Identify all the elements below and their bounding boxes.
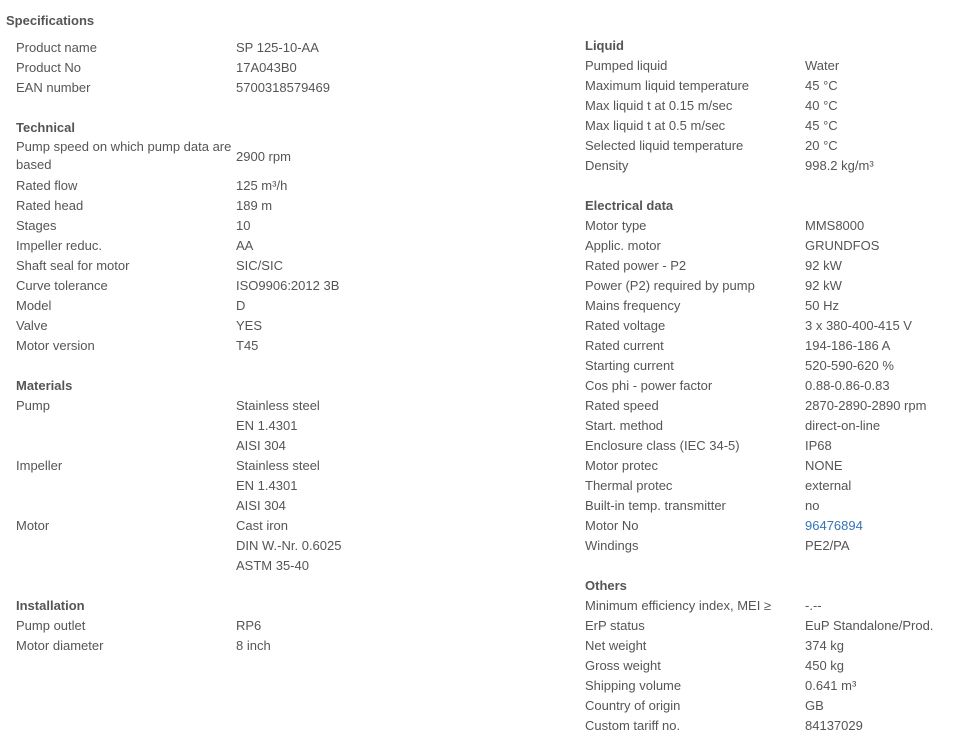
spec-label: Starting current (585, 358, 674, 373)
page-title: Specifications (6, 13, 95, 28)
spec-label: Country of origin (585, 698, 681, 713)
spec-value: 5700318579469 (236, 80, 330, 95)
spec-row (585, 616, 955, 636)
spec-value: external (805, 478, 852, 493)
spec-label: Built-in temp. transmitter (585, 498, 726, 513)
installation-section (16, 596, 556, 656)
spec-value: GB (805, 698, 824, 713)
spec-value: 125 m³/h (236, 178, 288, 193)
spec-label: Cos phi - power factor (585, 378, 713, 393)
spec-label: Motor (16, 518, 50, 533)
spec-row (16, 456, 556, 516)
spec-label: Rated flow (16, 178, 78, 193)
spec-label: Valve (16, 318, 48, 333)
spec-label: Start. method (585, 418, 664, 433)
spec-row (585, 636, 955, 656)
spec-row (585, 276, 955, 296)
spec-label: Pumped liquid (585, 58, 668, 73)
spec-label: Curve tolerance (16, 278, 108, 293)
spec-row (16, 516, 556, 576)
spec-row (16, 196, 556, 216)
spec-row (585, 136, 955, 156)
spec-value: YES (236, 318, 263, 333)
spec-row (16, 216, 556, 236)
spec-row (16, 78, 556, 98)
motor-no-link[interactable]: 96476894 (805, 518, 863, 533)
spec-value: Stainless steel (236, 398, 320, 413)
spec-value: Stainless steel (236, 458, 320, 473)
spec-row (16, 636, 556, 656)
spec-value: EN 1.4301 (236, 418, 298, 433)
left-column (16, 38, 556, 656)
spec-value: NONE (805, 458, 843, 473)
section-title-materials: Materials (16, 378, 73, 393)
spec-value: AISI 304 (236, 438, 286, 453)
section-title-technical: Technical (16, 120, 76, 135)
spec-label: Custom tariff no. (585, 718, 681, 733)
spec-value: -.-- (805, 598, 822, 613)
spec-value: 17A043B0 (236, 60, 297, 75)
spec-value: 0.641 m³ (805, 678, 857, 693)
spec-label: Net weight (585, 638, 647, 653)
spec-value: DIN W.-Nr. 0.6025 (236, 538, 342, 553)
spec-row (585, 536, 955, 556)
spec-value: Water (805, 58, 840, 73)
spec-label: Motor No (585, 518, 639, 533)
spec-row (585, 96, 955, 116)
spec-value: Cast iron (236, 518, 289, 533)
spec-label: ErP status (585, 618, 645, 633)
spec-row (585, 336, 955, 356)
spec-value: ASTM 35-40 (236, 558, 309, 573)
spec-row (585, 356, 955, 376)
spec-row (16, 276, 556, 296)
spec-row (585, 76, 955, 96)
spec-label: Product No (16, 60, 82, 75)
spec-row (16, 336, 556, 356)
spec-label: Product name (16, 40, 97, 55)
spec-label: Power (P2) required by pump (585, 278, 755, 293)
spec-value: EN 1.4301 (236, 478, 298, 493)
spec-row (585, 456, 955, 476)
spec-value: 45 °C (805, 78, 838, 93)
spec-row (585, 56, 955, 76)
spec-label: Density (585, 158, 629, 173)
spec-row (585, 476, 955, 496)
spec-label: Rated current (585, 338, 664, 353)
spec-label: Mains frequency (585, 298, 681, 313)
spec-label: Motor diameter (16, 638, 104, 653)
spec-label: Shaft seal for motor (16, 258, 130, 273)
spec-value: 45 °C (805, 118, 838, 133)
spec-value: GRUNDFOS (805, 238, 880, 253)
spec-value: PE2/PA (805, 538, 850, 553)
spec-label: Motor type (585, 218, 647, 233)
spec-label: Impeller reduc. (16, 238, 102, 253)
spec-label: Rated power - P2 (585, 258, 687, 273)
spec-row (16, 58, 556, 78)
spec-row (16, 38, 556, 58)
spec-row (16, 256, 556, 276)
spec-value: 189 m (236, 198, 273, 213)
spec-row (16, 296, 556, 316)
spec-label: Enclosure class (IEC 34-5) (585, 438, 740, 453)
spec-row (585, 156, 955, 176)
spec-row (585, 516, 955, 536)
spec-value: 20 °C (805, 138, 838, 153)
spec-row (585, 496, 955, 516)
section-title-installation: Installation (16, 598, 85, 613)
spec-label: Pump outlet (16, 618, 86, 633)
spec-row (16, 396, 556, 456)
liquid-section (585, 36, 955, 176)
spec-label: Minimum efficiency index, MEI ≥ (585, 598, 772, 613)
spec-label: Model (16, 298, 52, 313)
spec-value: MMS8000 (805, 218, 865, 233)
spec-label: Stages (16, 218, 57, 233)
spec-row (585, 696, 955, 716)
spec-value: AA (236, 238, 254, 253)
spec-row (16, 616, 556, 636)
spec-label: Impeller (16, 458, 63, 473)
spec-row (585, 316, 955, 336)
spec-row (585, 236, 955, 256)
spec-label: Motor protec (585, 458, 658, 473)
section-title-electrical: Electrical data (585, 198, 674, 213)
spec-value: SP 125-10-AA (236, 40, 319, 55)
spec-label: Rated head (16, 198, 84, 213)
spec-value: ISO9906:2012 3B (236, 278, 340, 293)
spec-label: Applic. motor (585, 238, 661, 253)
spec-row (585, 216, 955, 236)
spec-value: T45 (236, 338, 259, 353)
spec-value: 520-590-620 % (805, 358, 894, 373)
spec-label: Gross weight (585, 658, 661, 673)
general-section (16, 38, 556, 98)
spec-value: 194-186-186 A (805, 338, 891, 353)
spec-label: Pump speed on which pump data are based (16, 139, 232, 172)
section-title-liquid: Liquid (585, 38, 624, 53)
spec-value: 84137029 (805, 718, 863, 733)
spec-row (585, 376, 955, 396)
technical-section (16, 118, 556, 356)
spec-value: D (236, 298, 246, 313)
section-title-others: Others (585, 578, 627, 593)
spec-value: 8 inch (236, 638, 271, 653)
materials-section (16, 376, 556, 576)
spec-label: Pump (16, 398, 50, 413)
spec-value: IP68 (805, 438, 832, 453)
spec-label: Motor version (16, 338, 95, 353)
electrical-section (585, 196, 955, 556)
spec-value: 2870-2890-2890 rpm (805, 398, 927, 413)
spec-row (16, 236, 556, 256)
spec-row (585, 716, 955, 736)
spec-row (585, 256, 955, 276)
spec-row (585, 436, 955, 456)
spec-value: direct-on-line (805, 418, 881, 433)
spec-value: 92 kW (805, 278, 842, 293)
spec-value: 10 (236, 218, 251, 233)
spec-value: 450 kg (805, 658, 845, 673)
spec-row (585, 676, 955, 696)
spec-row (585, 396, 955, 416)
spec-label: Max liquid t at 0.15 m/sec (585, 98, 733, 113)
spec-row (585, 416, 955, 436)
spec-value: 50 Hz (805, 298, 839, 313)
spec-label: Rated speed (585, 398, 659, 413)
spec-value-list (236, 396, 320, 456)
spec-value: no (805, 498, 820, 513)
spec-value: SIC/SIC (236, 258, 283, 273)
spec-value: AISI 304 (236, 498, 286, 513)
spec-value: 3 x 380-400-415 V (805, 318, 912, 333)
spec-row (585, 116, 955, 136)
others-section (585, 576, 955, 736)
spec-value: 40 °C (805, 98, 838, 113)
spec-row (16, 138, 556, 176)
spec-label: Selected liquid temperature (585, 138, 744, 153)
spec-label: Shipping volume (585, 678, 682, 693)
spec-label: Maximum liquid temperature (585, 78, 750, 93)
spec-label: Windings (585, 538, 639, 553)
spec-value: RP6 (236, 618, 262, 633)
spec-value: 92 kW (805, 258, 842, 273)
spec-label: Rated voltage (585, 318, 666, 333)
spec-row (16, 316, 556, 336)
spec-row (16, 176, 556, 196)
spec-value-list (236, 516, 341, 576)
spec-value: 0.88-0.86-0.83 (805, 378, 890, 393)
spec-label: Thermal protec (585, 478, 673, 493)
spec-value: 2900 rpm (236, 149, 291, 164)
spec-value: EuP Standalone/Prod. (805, 618, 934, 633)
spec-label: EAN number (16, 80, 91, 95)
spec-value-list (236, 456, 320, 516)
spec-value: 374 kg (805, 638, 845, 653)
spec-value: 998.2 kg/m³ (805, 158, 874, 173)
spec-label: Max liquid t at 0.5 m/sec (585, 118, 726, 133)
spec-row (585, 656, 955, 676)
spec-row (585, 296, 955, 316)
right-column (585, 36, 955, 736)
spec-row (585, 596, 955, 616)
